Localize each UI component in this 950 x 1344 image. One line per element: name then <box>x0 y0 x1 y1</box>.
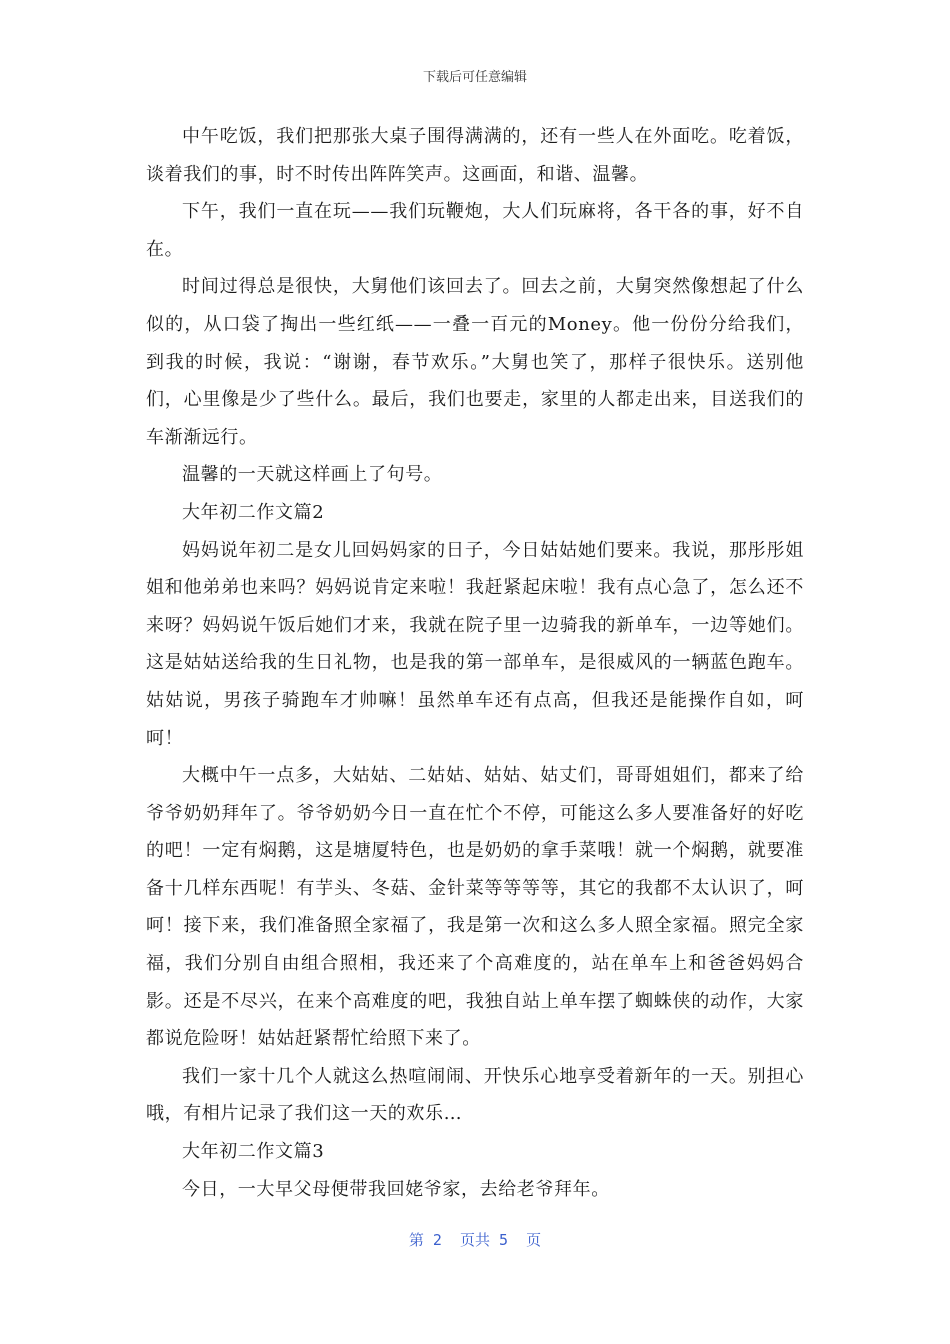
paragraph: 今日，一大早父母便带我回姥爷家，去给老爷拜年。 <box>182 1178 610 1200</box>
page-header: 下载后可任意编辑 <box>422 70 527 85</box>
paragraph: 中午吃饭，我们把那张大桌子围得满满的，还有一些人在外面吃。吃着饭，谈着我们的事，时不时传出阵阵笑声。这画面，和谐、温馨。 <box>146 126 804 185</box>
paragraph: 大概中午一点多，大姑姑、二姑姑、姑姑、姑丈们，哥哥姐姐们，都来了给爷爷奶奶拜年了。爷爷奶奶今日一直在忙个不停，可能这么多人要准备好的好吃的吧！一定有焖鹅，这是塘厦特色，也是奶奶的拿手菜哦！就一个焖鹅，就要准备十几样东西呢！有芋头、冬菇、金针菜等等等等，其它的我都不太认识了，呵呵！接下来，我们准备照全家福了，我是第一次和这么多人照全家福。照完全家福，我们分别自由组合照相，我还来了个高难度的，站在单车上和爸爸妈妈合影。还是不尽兴，在来个高难度的吧，我独自站上单车摆了蜘蛛侠的动作，大家都说危险呀！姑姑赶紧帮忙给照下来了。 <box>146 765 804 1050</box>
paragraph: 时间过得总是很快，大舅他们该回去了。回去之前，大舅突然像想起了什么似的，从口袋了掏出一些红纸——一叠一百元的Money。他一份份分给我们，到我的时候，我说：“谢谢，春节欢乐。”大舅也笑了，那样子很快乐。送别他们，心里像是少了些什么。最后，我们也要走，家里的人都走出来，目送我们的车渐渐远行。 <box>146 276 804 448</box>
paragraph: 我们一家十几个人就这么热喧闹闹、开快乐心地享受着新年的一天。别担心哦，有相片记录了我们这一天的欢乐… <box>146 1065 804 1125</box>
document-body <box>146 118 804 1208</box>
paragraph: 下午，我们一直在玩——我们玩鞭炮，大人们玩麻将，各干各的事，好不自在。 <box>146 201 804 260</box>
section-heading: 大年初二作文篇3 <box>182 1141 325 1163</box>
paragraph: 妈妈说年初二是女儿回妈妈家的日子，今日姑姑她们要来。我说，那彤彤姐姐和他弟弟也来吗？妈妈说肯定来啦！我赶紧起床啦！我有点心急了，怎么还不来呀？妈妈说午饭后她们才来，我就在院子里一边骑我的新单车，一边等她们。这是姑姑送给我的生日礼物，也是我的第一部单车，是很威风的一辆蓝色跑车。姑姑说，男孩子骑跑车才帅嘛！虽然单车还有点高，但我还是能操作自如，呵呵！ <box>146 539 804 749</box>
page-footer: 第 2 页共 5 页 <box>408 1231 542 1249</box>
paragraph: 温馨的一天就这样画上了句号。 <box>182 464 443 486</box>
section-heading: 大年初二作文篇2 <box>182 501 325 523</box>
